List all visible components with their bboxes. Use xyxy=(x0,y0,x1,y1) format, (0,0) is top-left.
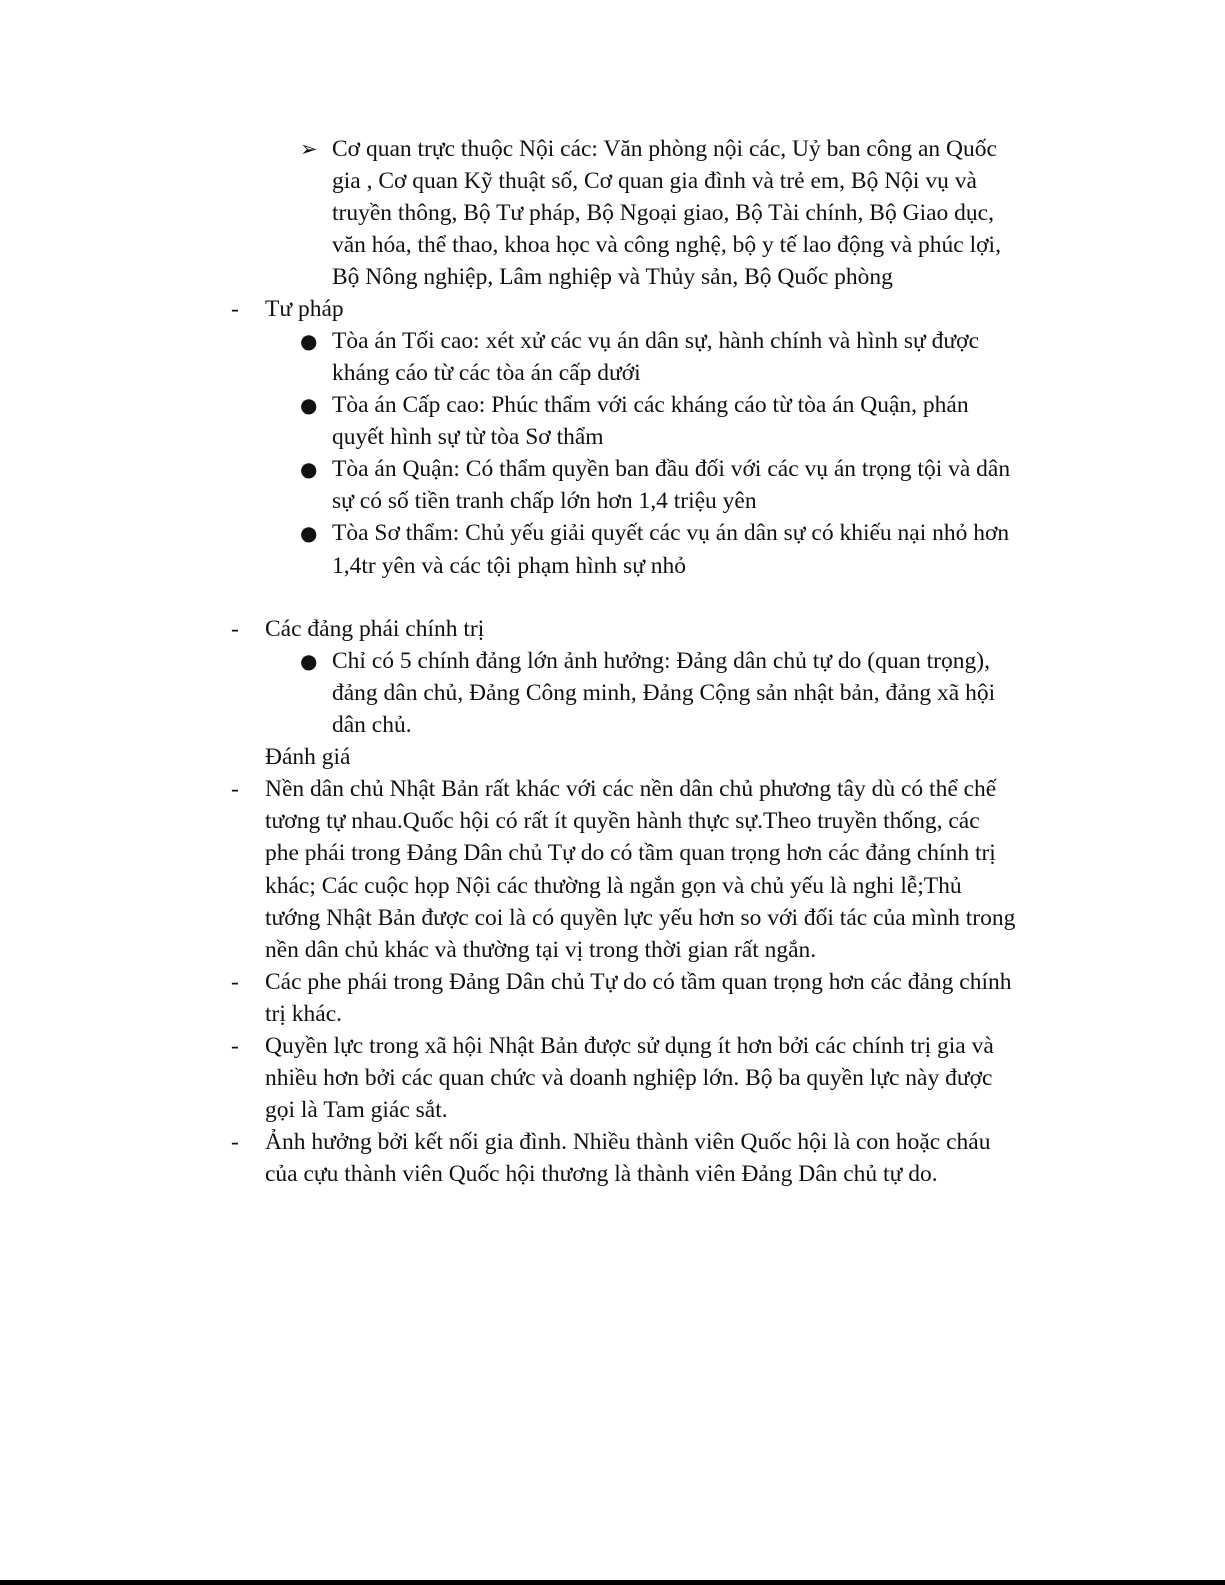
text-line: nền dân chủ khác và thường tại vị trong thời gian rất ngắn. xyxy=(265,937,817,963)
text-line: gia , Cơ quan Kỹ thuật số, Cơ quan gia đình và trẻ em, Bộ Nội vụ và xyxy=(332,168,977,194)
round-bullet-icon: ● xyxy=(300,521,318,545)
text-line: sự có số tiền tranh chấp lớn hơn 1,4 triệu yên xyxy=(332,488,757,514)
text-line: đảng dân chủ, Đảng Công minh, Đảng Cộng sản nhật bản, đảng xã hội xyxy=(332,680,996,706)
dash-bullet-icon: - xyxy=(231,969,239,995)
text-line: tướng Nhật Bản được coi là có quyền lực yếu hơn so với đối tác của mình trong xyxy=(265,905,1016,931)
section-heading: Đánh giá xyxy=(265,744,351,770)
text-line: tương tự nhau.Quốc hội có rất ít quyền hành thực sự.Theo truyền thống, các xyxy=(265,808,980,834)
text-line: dân chủ. xyxy=(332,712,412,738)
text-line: Cơ quan trực thuộc Nội các: Văn phòng nội các, Uỷ ban công an Quốc xyxy=(332,136,997,162)
section-heading: Tư pháp xyxy=(265,296,344,322)
round-bullet-icon: ● xyxy=(300,393,318,417)
text-line: của cựu thành viên Quốc hội thương là thành viên Đảng Dân chủ tự do. xyxy=(265,1161,938,1187)
dash-bullet-icon: - xyxy=(231,296,239,322)
dash-bullet-icon: - xyxy=(231,616,239,642)
text-line: phe phái trong Đảng Dân chủ Tự do có tầm quan trọng hơn các đảng chính trị xyxy=(265,840,996,866)
text-line: 1,4tr yên và các tội phạm hình sự nhỏ xyxy=(332,553,687,579)
text-line: Tòa án Quận: Có thẩm quyền ban đầu đối với các vụ án trọng tội và dân xyxy=(332,456,1011,482)
text-line: Các phe phái trong Đảng Dân chủ Tự do có tầm quan trọng hơn các đảng chính xyxy=(265,969,1012,995)
text-line: Bộ Nông nghiệp, Lâm nghiệp và Thủy sản, Bộ Quốc phòng xyxy=(332,264,893,290)
dash-bullet-icon: - xyxy=(231,1033,239,1059)
text-line: nhiều hơn bởi các quan chức và doanh nghiệp lớn. Bộ ba quyền lực này được xyxy=(265,1065,993,1091)
text-line: văn hóa, thể thao, khoa học và công nghệ, bộ y tế lao động và phúc lợi, xyxy=(332,232,1001,258)
text-line: Nền dân chủ Nhật Bản rất khác với các nền dân chủ phương tây dù có thể chế xyxy=(265,776,997,802)
dash-bullet-icon: - xyxy=(231,776,239,802)
page-bottom-edge xyxy=(0,1580,1225,1585)
text-line: Chỉ có 5 chính đảng lớn ảnh hưởng: Đảng dân chủ tự do (quan trọng), xyxy=(332,648,990,674)
arrow-bullet-icon: ➢ xyxy=(300,137,318,161)
text-line: gọi là Tam giác sắt. xyxy=(265,1097,448,1123)
text-line: trị khác. xyxy=(265,1001,342,1027)
round-bullet-icon: ● xyxy=(300,329,318,353)
dash-bullet-icon: - xyxy=(231,1129,239,1155)
text-line: quyết hình sự từ tòa Sơ thẩm xyxy=(332,424,604,450)
text-line: truyền thông, Bộ Tư pháp, Bộ Ngoại giao, Bộ Tài chính, Bộ Giao dục, xyxy=(332,200,994,226)
text-line: Tòa án Tối cao: xét xử các vụ án dân sự, hành chính và hình sự được xyxy=(332,328,979,354)
text-line: kháng cáo từ các tòa án cấp dưới xyxy=(332,360,641,386)
text-line: Quyền lực trong xã hội Nhật Bản được sử dụng ít hơn bởi các chính trị gia và xyxy=(265,1033,994,1059)
text-line: Tòa Sơ thẩm: Chủ yếu giải quyết các vụ án dân sự có khiếu nại nhỏ hơn xyxy=(332,520,1010,546)
text-line: Tòa án Cấp cao: Phúc thẩm với các kháng cáo từ tòa án Quận, phán xyxy=(332,392,969,418)
text-line: khác; Các cuộc họp Nội các thường là ngắn gọn và chủ yếu là nghi lễ;Thủ xyxy=(265,873,962,899)
round-bullet-icon: ● xyxy=(300,457,318,481)
round-bullet-icon: ● xyxy=(300,649,318,673)
section-heading: Các đảng phái chính trị xyxy=(265,616,485,642)
text-line: Ảnh hưởng bởi kết nối gia đình. Nhiều thành viên Quốc hội là con hoặc cháu xyxy=(265,1129,991,1155)
